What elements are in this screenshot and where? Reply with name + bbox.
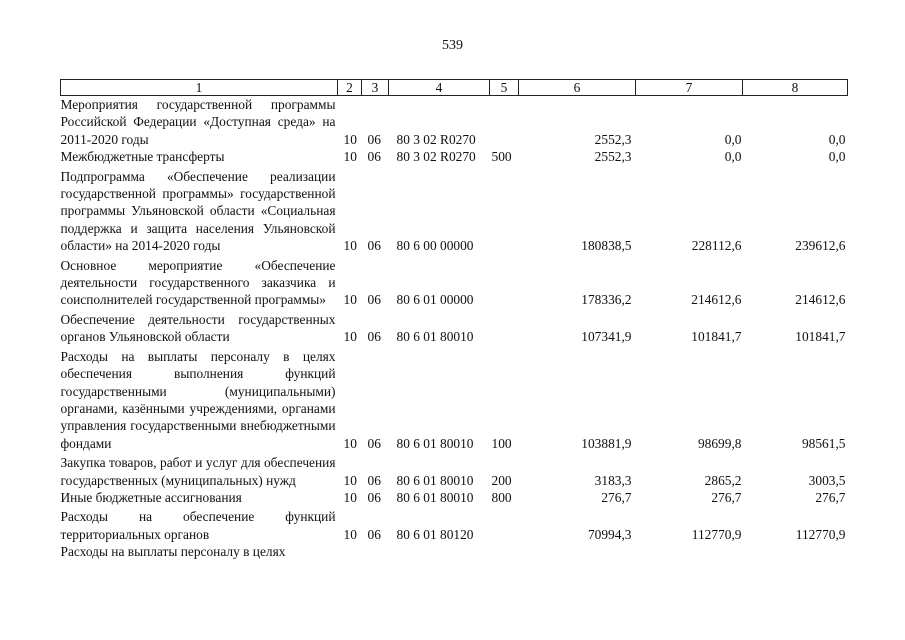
row-amount-col8: 3003,5 [808,472,846,488]
row-subsection-code: 06 [367,238,381,254]
row-subsection-code: 06 [367,472,381,488]
row-amount-col7: 0,0 [724,131,742,147]
row-target-article-code: 80 6 01 80010 [396,472,474,488]
row-section-code: 10 [343,435,357,451]
row-target-article-code: 80 3 02 R0270 [396,149,476,165]
row-expense-type-code: 100 [491,435,512,451]
table-row [61,452,848,489]
row-amount-col6: 178336,2 [581,292,632,308]
row-amount-col7: 98699,8 [697,435,742,451]
row-expense-type-code [490,309,519,346]
header-cell: 4 [389,80,490,96]
page-number: 539 [442,38,463,53]
row-amount-col7: 276,7 [711,489,742,505]
row-amount-col8: 0,0 [828,131,846,147]
row-name: Расходы на выплаты персоналу в целях обеспечения выполнения функций государственными (муниципальными) органами, казёнными учреждениями, органами управления государственными внебюджетными фондами [60,348,336,451]
row-section-code: 10 [343,131,357,147]
row-amount-col8: 101841,7 [795,329,846,345]
row-section-code: 10 [343,149,357,165]
row-expense-type-code [490,543,519,560]
row-target-article-code: 80 6 01 80120 [396,526,474,542]
row-amount-col6: 70994,3 [587,526,632,542]
row-subsection-code: 06 [367,292,381,308]
row-name: Подпрограмма «Обеспечение реализации государственной программы» государственной программы Ульяновской области «Социальная поддержка и защита населения Ульяновской области» на 2014-2020 годы [60,168,336,254]
table-row [61,543,848,560]
row-amount-col6: 180838,5 [581,238,632,254]
row-target-article-code: 80 6 01 80010 [396,435,474,451]
row-expense-type-code [490,255,519,309]
row-target-article-code: 80 6 01 80010 [396,489,474,505]
table-row [61,96,848,149]
row-amount-col7 [636,543,743,560]
row-subsection-code [362,543,389,560]
row-subsection-code: 06 [367,131,381,147]
header-cell: 5 [490,80,519,96]
row-amount-col7: 0,0 [724,149,742,165]
row-section-code [338,543,362,560]
row-amount-col8: 276,7 [815,489,846,505]
row-amount-col6: 107341,9 [581,329,632,345]
row-target-article-code: 80 6 01 80010 [396,329,474,345]
row-subsection-code: 06 [367,329,381,345]
row-section-code: 10 [343,238,357,254]
row-name: Межбюджетные трансферты [60,149,225,165]
row-amount-col7: 2865,2 [704,472,742,488]
row-target-article-code: 80 6 01 00000 [396,292,474,308]
row-section-code: 10 [343,292,357,308]
row-amount-col8: 0,0 [828,149,846,165]
row-amount-col6: 276,7 [601,489,632,505]
row-amount-col8: 239612,6 [795,238,846,254]
header-cell: 3 [362,80,389,96]
row-amount-col7: 101841,7 [691,329,742,345]
row-amount-col8 [743,543,848,560]
table-row [61,346,848,452]
row-amount-col6: 3183,3 [594,472,632,488]
row-target-article-code: 80 3 02 R0270 [396,131,476,147]
row-section-code: 10 [343,526,357,542]
row-name: Мероприятия государственной программы Российской Федерации «Доступная среда» на 2011-2020 годы [60,97,336,147]
row-amount-col6: 2552,3 [594,149,632,165]
row-amount-col7: 214612,6 [691,292,742,308]
table-row [61,489,848,506]
table-row [61,148,848,165]
row-name: Расходы на выплаты персоналу в целях [60,544,286,560]
header-cell: 6 [519,80,636,96]
header-cell: 7 [636,80,743,96]
header-cell: 1 [61,80,338,96]
row-amount-col7: 228112,6 [691,238,742,254]
row-expense-type-code: 800 [491,489,512,505]
row-section-code: 10 [343,472,357,488]
row-name: Обеспечение деятельности государственных органов Ульяновской области [60,311,336,345]
row-amount-col6: 2552,3 [594,131,632,147]
header-cell: 8 [743,80,848,96]
row-amount-col6 [519,543,636,560]
row-name: Иные бюджетные ассигнования [60,489,242,505]
row-expense-type-code [490,506,519,543]
row-subsection-code: 06 [367,526,381,542]
row-subsection-code: 06 [367,489,381,505]
row-expense-type-code [490,96,519,149]
table-row [61,506,848,543]
row-target-article-code: 80 6 00 00000 [396,238,474,254]
row-section-code: 10 [343,489,357,505]
row-expense-type-code: 500 [491,149,512,165]
row-subsection-code: 06 [367,149,381,165]
row-name: Закупка товаров, работ и услуг для обеспечения государственных (муниципальных) нужд [60,455,336,488]
row-subsection-code: 06 [367,435,381,451]
row-amount-col6: 103881,9 [581,435,632,451]
budget-table [60,79,848,561]
row-name: Основное мероприятие «Обеспечение деятельности государственного заказчика и соисполнителей государственной программы» [60,257,336,308]
row-expense-type-code [490,166,519,255]
table-row [61,166,848,255]
row-amount-col7: 112770,9 [691,526,742,542]
row-section-code: 10 [343,329,357,345]
row-amount-col8: 98561,5 [801,435,846,451]
header-row [61,80,848,96]
row-amount-col8: 214612,6 [795,292,846,308]
table-body [61,96,848,561]
row-amount-col8: 112770,9 [795,526,846,542]
header-cell: 2 [338,80,362,96]
table-row [61,309,848,346]
row-expense-type-code: 200 [491,472,512,488]
row-name: Расходы на обеспечение функций территориальных органов [60,509,336,542]
row-target-article-code [389,543,490,560]
table-row [61,255,848,309]
